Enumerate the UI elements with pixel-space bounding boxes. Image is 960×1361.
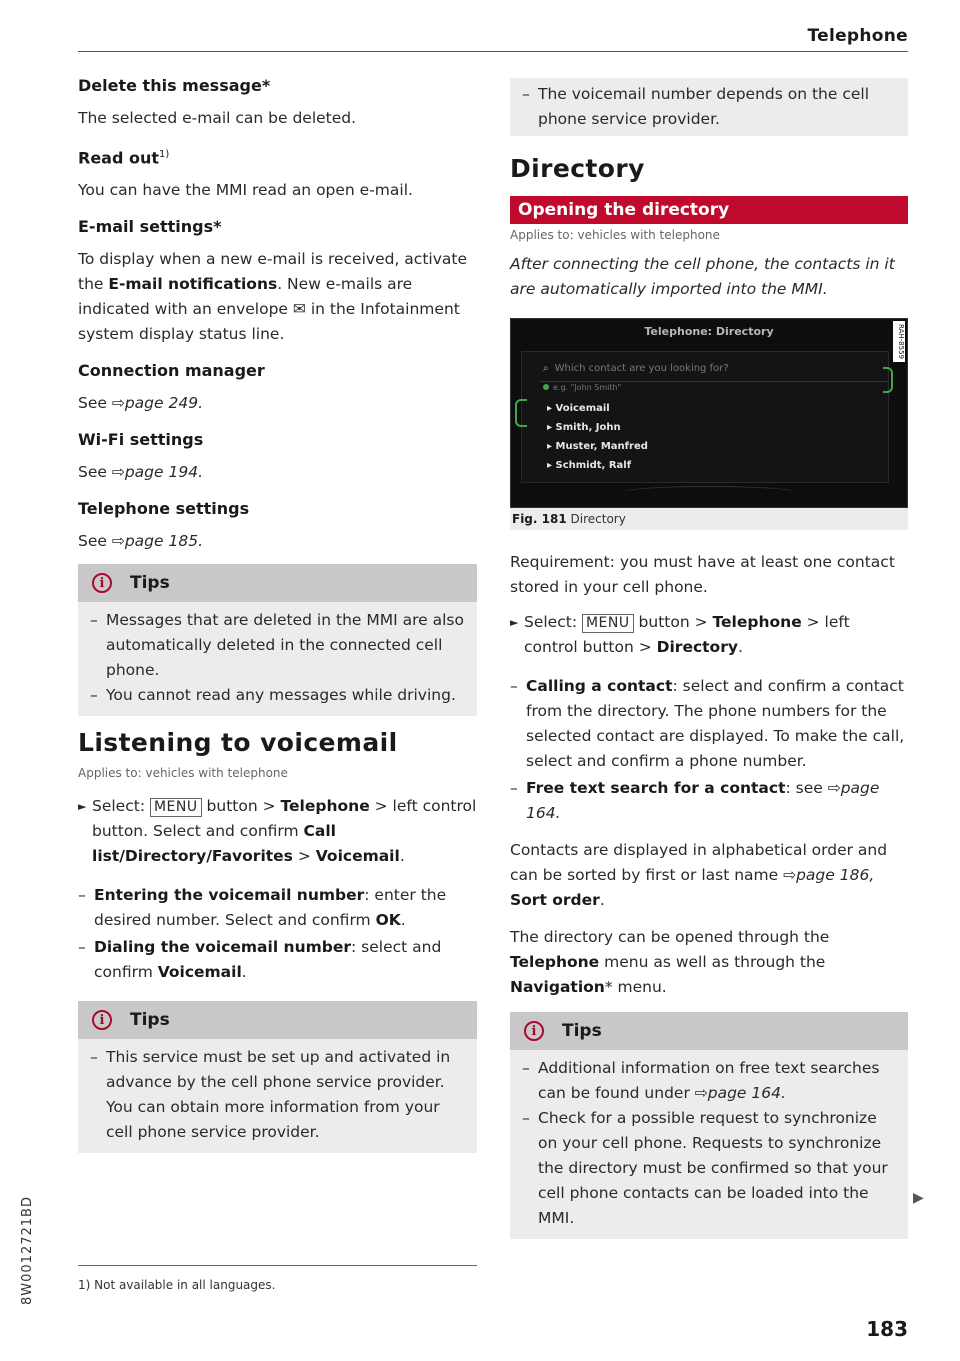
bullet-text: : select and confirm a contact from the directory. The phone numbers for the selected contact are displayed. To make the call, select and confirm a phone number.: [526, 677, 905, 770]
wifi-heading: Wi-Fi settings: [78, 430, 204, 450]
tips-body: [510, 1050, 908, 1239]
hint-text: e.g. "John Smith": [553, 383, 622, 392]
voicemail-note-box: [510, 78, 908, 136]
tips-header: [510, 1012, 908, 1050]
readout-heading-text: Read out: [78, 148, 160, 168]
tips-label: Tips: [562, 1021, 602, 1041]
sort-text: [510, 838, 908, 913]
menu-key: MENU: [582, 614, 634, 633]
header-rule: [78, 51, 908, 52]
arrow-right-icon: ⇨: [111, 394, 125, 413]
bullet-term: Free text search for a contact: [526, 779, 786, 797]
envelope-icon: ✉: [292, 300, 306, 319]
arrow-right-icon: ⇨: [111, 532, 125, 551]
telephone-term: Telephone: [510, 953, 600, 971]
list-item[interactable]: ▸ Schmidt, Ralf: [547, 460, 632, 471]
navigation-term: Navigation: [510, 978, 605, 996]
section-bar: Opening the directory: [510, 196, 908, 224]
bullet-text: : select and confirm: [94, 938, 442, 982]
step-text: button >: [201, 797, 281, 816]
arrow-right-icon: ⇨: [111, 463, 125, 482]
step-text: button >: [633, 613, 713, 631]
instruction-step: [78, 794, 477, 869]
bullet-text: : see: [785, 779, 828, 797]
running-header: Telephone: [807, 26, 908, 46]
tips-box: [78, 564, 477, 716]
info-icon: i: [92, 1010, 112, 1030]
tip-text: Additional information on free text searches can be found under: [538, 1059, 880, 1102]
see-label: See: [78, 532, 112, 551]
readout-text: You can have the MMI read an open e-mail.: [78, 181, 413, 200]
list-item[interactable]: ▸ Muster, Manfred: [547, 441, 648, 452]
opened-text-3: * menu.: [604, 978, 667, 996]
list-item: – You cannot read any messages while driving.: [90, 686, 456, 705]
footnote: 1) Not available in all languages.: [78, 1278, 276, 1292]
screen-bottom-arc: [621, 486, 797, 499]
delete-heading: Delete this message*: [78, 76, 271, 95]
page-link[interactable]: page 164.: [526, 779, 880, 822]
list-item: – Check for a possible request to synchronize on your cell phone. Requests to synchronize the directory must be confirmed so that your cell phone contacts can be loaded into the MMI.: [522, 1109, 888, 1227]
see-label: See: [78, 463, 112, 482]
bullet-term: OK: [375, 911, 401, 930]
document-code: 8W0012721BD: [20, 1196, 35, 1305]
green-dot-icon: [543, 384, 549, 390]
tips-header: [78, 564, 477, 602]
contact-name: Smith, John: [555, 422, 621, 433]
email-heading: E-mail settings*: [78, 217, 222, 237]
list-item: – The voicemail number depends on the cell phone service provider.: [522, 85, 870, 128]
arrow-right-icon: ⇨: [694, 1084, 708, 1102]
email-text-2: . New e-mails are indicated with an envelope: [78, 275, 413, 319]
bullet-text: .: [400, 911, 406, 930]
requirement-text: Requirement: you must have at least one contact stored in your cell phone.: [510, 553, 895, 596]
instruction-step: [510, 610, 908, 660]
email-notifications-term: E-mail notifications: [108, 275, 278, 294]
step-text: >: [292, 847, 316, 866]
contact-list: [547, 399, 648, 475]
see-label: See: [78, 394, 112, 413]
telephone-heading: Telephone settings: [78, 499, 250, 519]
list-item: – Additional information on free text searches can be found under ⇨page 164.: [522, 1059, 880, 1102]
contact-name: Schmidt, Ralf: [555, 460, 632, 471]
search-placeholder: Which contact are you looking for?: [554, 363, 729, 374]
list-item: – Calling a contact: select and confirm a contact from the directory. The phone numbers for the selected contact are displayed. To make the call, select and confirm a phone number.: [510, 677, 905, 770]
tip-text: Messages that are deleted in the MMI are also automatically deleted in the connected cell phone.: [106, 611, 464, 680]
bullet-term: Entering the voicemail number: [94, 886, 365, 905]
tip-text: You cannot read any messages while driving.: [106, 686, 456, 705]
continue-arrow-icon: ▶: [913, 1190, 924, 1206]
voicemail-heading: Listening to voicemail: [78, 728, 398, 758]
list-item: – Entering the voicemail number: enter the desired number. Select and confirm OK.: [78, 886, 447, 930]
arrow-right-icon: ⇨: [827, 779, 841, 797]
arrow-right-icon: ⇨: [783, 866, 797, 884]
tips-box: [78, 1001, 477, 1153]
search-hint: [543, 383, 621, 392]
bullet-term: Voicemail: [157, 963, 242, 982]
menu-key: MENU: [150, 798, 202, 817]
left-column: [78, 72, 477, 1153]
step-term: Call list/Directory/Favorites: [92, 822, 336, 866]
info-icon: i: [524, 1021, 544, 1041]
figure-caption: [510, 508, 908, 526]
connection-heading: Connection manager: [78, 361, 265, 381]
search-icon: ⌕: [543, 363, 549, 374]
page-number: 183: [866, 1317, 908, 1341]
step-text: > left control button >: [524, 613, 850, 656]
sort-order-term: Sort order: [510, 891, 600, 909]
tips-body: [78, 602, 477, 716]
bullet-text: .: [241, 963, 247, 982]
list-item[interactable]: ▸ Voicemail: [547, 403, 610, 414]
bullet-term: Calling a contact: [526, 677, 673, 695]
mmi-screen: [510, 318, 908, 508]
intro-text: After connecting the cell phone, the contacts in it are automatically imported into the MMI.: [510, 255, 895, 298]
tips-label: Tips: [130, 573, 170, 594]
page-link[interactable]: page 186,: [796, 866, 875, 884]
email-text: [78, 247, 477, 347]
readout-heading: [78, 141, 477, 172]
step-text: > left control button. Select and confirm: [92, 797, 477, 841]
search-input[interactable]: [539, 357, 889, 382]
step-text: Select:: [524, 613, 582, 631]
tip-text: This service must be set up and activated in advance by the cell phone service provider. You can obtain more information from your cell phone service provider.: [106, 1048, 451, 1142]
tips-header: [78, 1001, 477, 1039]
step-term: Voicemail: [315, 847, 400, 866]
screen-title: Telephone: Directory: [644, 325, 774, 338]
tips-box: [510, 1012, 908, 1239]
step-term: Telephone: [712, 613, 802, 631]
list-item: – Dialing the voicemail number: select and confirm Voicemail.: [78, 938, 442, 982]
email-text-3: in the Infotainment system display status line.: [78, 300, 460, 344]
figure: [510, 318, 908, 530]
delete-text: The selected e-mail can be deleted.: [78, 109, 357, 127]
wifi-ref: [78, 460, 477, 485]
bullet-text: : enter the desired number. Select and confirm: [94, 886, 447, 930]
bullet-term: Dialing the voicemail number: [94, 938, 352, 957]
tip-text: Check for a possible request to synchronize on your cell phone. Requests to synchronize the directory must be confirmed so that your cell phone contacts can be loaded into the MMI.: [538, 1109, 888, 1227]
tips-label: Tips: [130, 1010, 170, 1031]
step-text: .: [737, 638, 743, 656]
footnote-ref: 1): [159, 149, 170, 160]
opened-text-1: The directory can be opened through the: [510, 928, 830, 946]
applies-note: Applies to: vehicles with telephone: [78, 766, 288, 781]
step-text: .: [399, 847, 405, 866]
opened-text-2: menu as well as through the: [599, 953, 826, 971]
list-item: – Messages that are deleted in the MMI are also automatically deleted in the connected cell phone.: [90, 611, 464, 680]
footnote-rule: [78, 1265, 477, 1266]
step-arrow-icon: ►: [510, 616, 519, 629]
tips-body: [78, 1039, 477, 1153]
info-icon: i: [92, 573, 112, 593]
contact-name: Muster, Manfred: [555, 441, 648, 452]
right-column: [510, 78, 908, 1239]
figure-code: RAH-8559: [893, 321, 905, 362]
list-item[interactable]: ▸ Smith, John: [547, 422, 621, 433]
page-link[interactable]: page 249.: [124, 394, 203, 413]
page-link[interactable]: page 164.: [707, 1084, 786, 1102]
figure-number: Fig. 181: [512, 512, 567, 526]
caption-text: Directory: [570, 512, 626, 526]
page-link[interactable]: page 185.: [124, 532, 203, 551]
step-arrow-icon: ►: [78, 800, 87, 814]
step-term: Directory: [656, 638, 738, 656]
page-link[interactable]: page 194.: [124, 463, 203, 482]
list-item: – Free text search for a contact: see ⇨page 164.: [510, 779, 880, 822]
contact-name: Voicemail: [555, 403, 610, 414]
sort-text-1: Contacts are displayed in alphabetical order and can be sorted by first or last name: [510, 841, 888, 884]
applies-note: Applies to: vehicles with telephone: [510, 228, 720, 242]
step-term: Telephone: [280, 797, 370, 816]
step-text: Select:: [92, 797, 150, 816]
telephone-ref: [78, 529, 477, 554]
right-control-icon: [883, 367, 893, 393]
list-item: – This service must be set up and activated in advance by the cell phone service provider. You can obtain more information from your cell phone service provider.: [90, 1048, 451, 1142]
left-control-icon: [515, 399, 527, 427]
sort-text-2: .: [599, 891, 605, 909]
note-text: The voicemail number depends on the cell phone service provider.: [538, 85, 870, 128]
directory-heading: Directory: [510, 154, 645, 183]
connection-ref: [78, 391, 477, 416]
email-text-1: To display when a new e-mail is received, activate the: [78, 250, 467, 294]
opened-text: [510, 925, 908, 1000]
